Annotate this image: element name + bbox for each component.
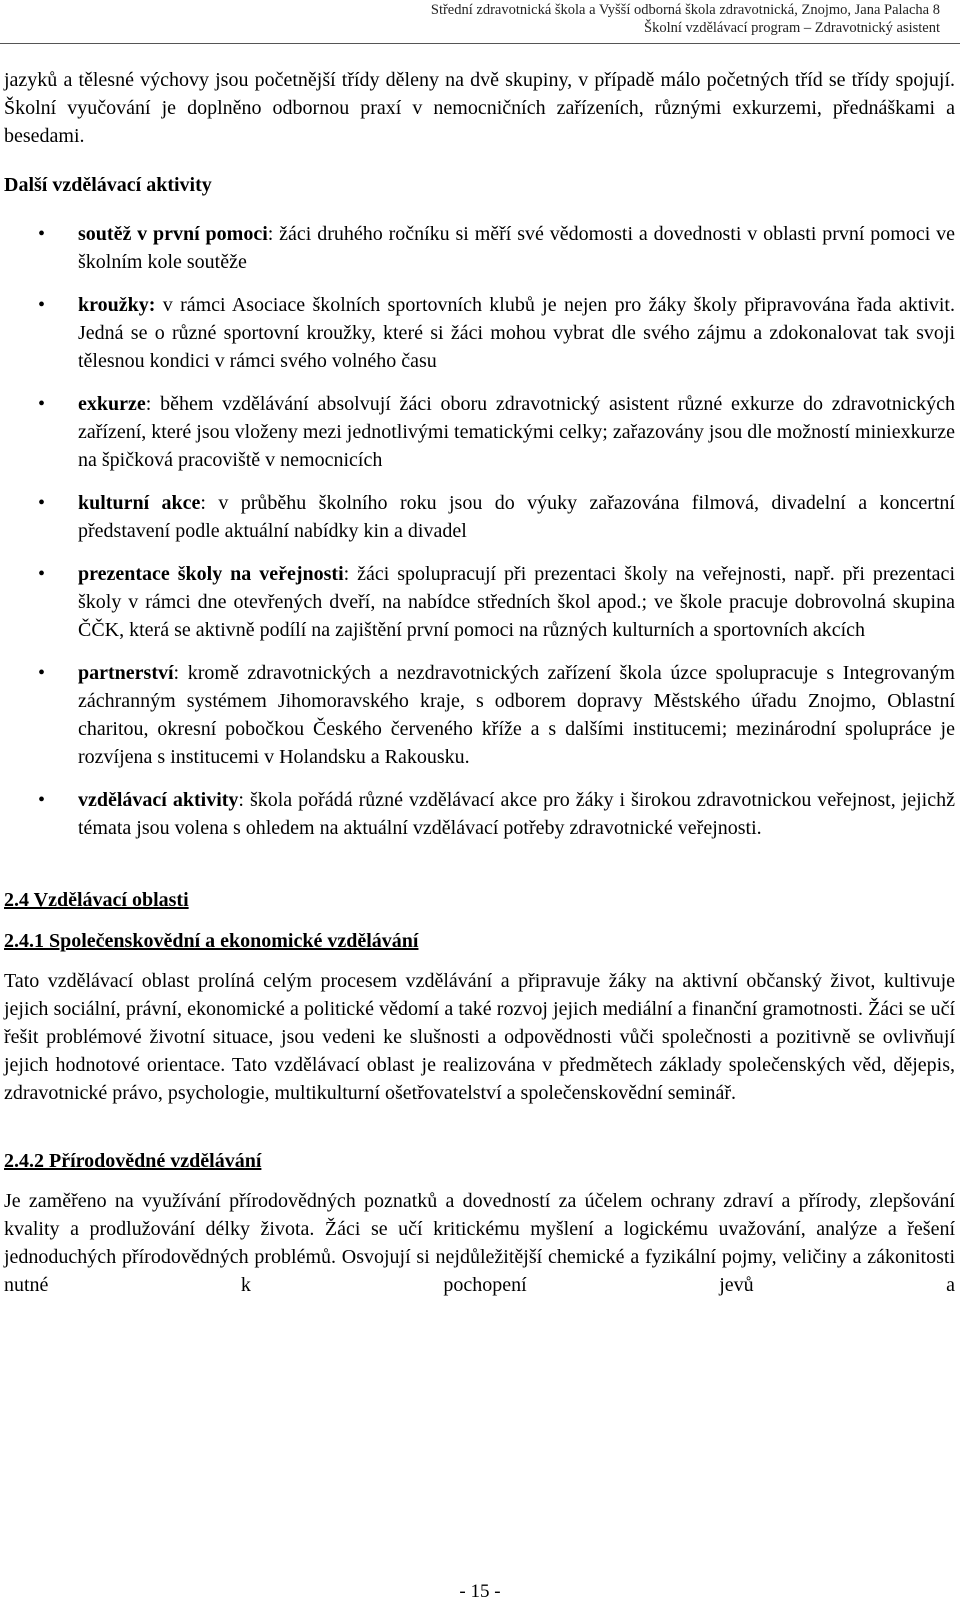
- list-item-text: : v průběhu školního roku jsou do výuky zařazována filmová, divadelní a koncertní představení podle aktuální nabídky kin a divadel: [78, 492, 955, 542]
- header-divider: [0, 43, 960, 44]
- list-item-text: : žáci spolupracují při prezentaci školy na veřejnosti, např. při prezentaci školy v rámci dne otevřených dveří, na nabídce středních škol apod.; ve škole pracuje dobrovolná skupina ČČK, která se aktivně podílí na zajištění první pomoci na různých kulturních a sportovních akcích: [78, 563, 955, 641]
- list-item-term: kulturní akce: [78, 492, 201, 514]
- list-item-cultural-events: [4, 489, 955, 545]
- header-school-name: Střední zdravotnická škola a Vyšší odborná škola zdravotnická, Znojmo, Jana Palacha 8: [430, 2, 940, 18]
- list-item-clubs: [4, 291, 955, 375]
- list-item-educational-activities: [4, 786, 955, 842]
- list-item-text: : během vzdělávání absolvují žáci oboru zdravotnický asistent různé exkurze do zdravotnických zařízení, které jsou vloženy mezi jednotlivými tematickými celky; zařazovány jsou dle možností miniexkurze na špičková pracoviště v nemocnicích: [78, 393, 955, 471]
- section-heading-2-4-2: 2.4.2 Přírodovědné vzdělávání: [4, 1150, 262, 1172]
- page-header: [180, 0, 940, 37]
- section-2-4-2-paragraph: Je zaměřeno na využívání přírodovědných poznatků a dovedností za účelem ochrany zdraví a přírody, zlepšování kvality a prodlužování délky života. Žáci se učí kritickému myšlení a logickému uvažování, analýze a řešení jednoduchých přírodovědných problémů. Osvojují si nejdůležitější chemické a fyzikální pojmy, veličiny a zákonitosti nutné k pochopení jevů a: [4, 1190, 955, 1296]
- section-2-4-1-paragraph: Tato vzdělávací oblast prolíná celým procesem vzdělávání a připravuje žáky na aktivní občanský život, kultivuje jejich sociální, právní, ekonomické a politické vědomí a také rozvoj jejich mediální a finanční gramotnosti. Žáci se učí řešit problémové životní situace, jsou vedeni ke slušnosti a odpovědnosti vůči společnosti a pozitivně se ovlivňují jejich hodnotové orientace. Tato vzdělávací oblast je realizována v předmětech základy společenských věd, dějepis, zdravotnické právo, psychologie, multikulturní ošetřovatelství a společenskovědní seminář.: [4, 970, 955, 1104]
- bullet-icon: •: [38, 294, 46, 316]
- section-heading-2-4: 2.4 Vzdělávací oblasti: [4, 889, 189, 911]
- list-item-term: prezentace školy na veřejnosti: [78, 563, 344, 585]
- list-item-text: : kromě zdravotnických a nezdravotnických zařízení škola úzce spolupracuje s Integrovaným záchranným systémem Jihomoravského kraje, s odborem dopravy Městského úřadu Znojmo, Oblastní charitou, okresní pobočkou Českého červeného kříže a s dalšími institucemi; mezinárodní spolupráce je rozvíjena s institucemi v Holandsku a Rakousku.: [78, 662, 955, 768]
- list-item-text: v rámci Asociace školních sportovních klubů je nejen pro žáky školy připravována řada aktivit. Jedná se o různé sportovní kroužky, které si žáci mohou vybrat dle svého zájmu a zdokonalovat tak svoji tělesnou kondici v rámci svého volného času: [78, 294, 955, 372]
- page-number: - 15 -: [459, 1581, 501, 1602]
- list-item-term: partnerství: [78, 662, 174, 684]
- document-body: [4, 66, 955, 1299]
- activities-list: [4, 220, 955, 842]
- list-item-term: exkurze: [78, 393, 146, 415]
- section-heading-2-4-1: 2.4.1 Společenskovědní a ekonomické vzdělávání: [4, 930, 419, 952]
- intro-paragraph: jazyků a tělesné výchovy jsou početnější třídy děleny na dvě skupiny, v případě málo početných tříd se třídy spojují. Školní vyučování je doplněno odbornou praxí v nemocničních zařízeních, různými exkurzemi, přednáškami a besedami.: [4, 69, 955, 147]
- list-item-excursions: [4, 390, 955, 474]
- bullet-icon: •: [38, 492, 46, 514]
- list-item-term: vzdělávací aktivity: [78, 789, 239, 811]
- bullet-icon: •: [38, 662, 46, 684]
- bullet-icon: •: [38, 563, 46, 585]
- activities-heading: Další vzdělávací aktivity: [4, 174, 212, 196]
- list-item-text: : žáci druhého ročníku si měří své vědomosti a dovednosti v oblasti první pomoci ve školním kole soutěže: [78, 223, 956, 273]
- header-program-name: Školní vzdělávací program – Zdravotnický asistent: [644, 20, 940, 36]
- list-item-partnership: [4, 659, 955, 771]
- bullet-icon: •: [38, 223, 46, 245]
- list-item-term: soutěž v první pomoci: [78, 223, 268, 245]
- list-item-public-presentation: [4, 560, 955, 644]
- bullet-icon: •: [38, 393, 46, 415]
- bullet-icon: •: [38, 789, 46, 811]
- list-item-term: kroužky:: [78, 294, 156, 316]
- list-item-competition: [4, 220, 955, 276]
- list-item-text: : škola pořádá různé vzdělávací akce pro žáky i širokou zdravotnickou veřejnost, jejichž témata jsou volena s ohledem na aktuální vzdělávací potřeby zdravotnické veřejnosti.: [78, 789, 955, 839]
